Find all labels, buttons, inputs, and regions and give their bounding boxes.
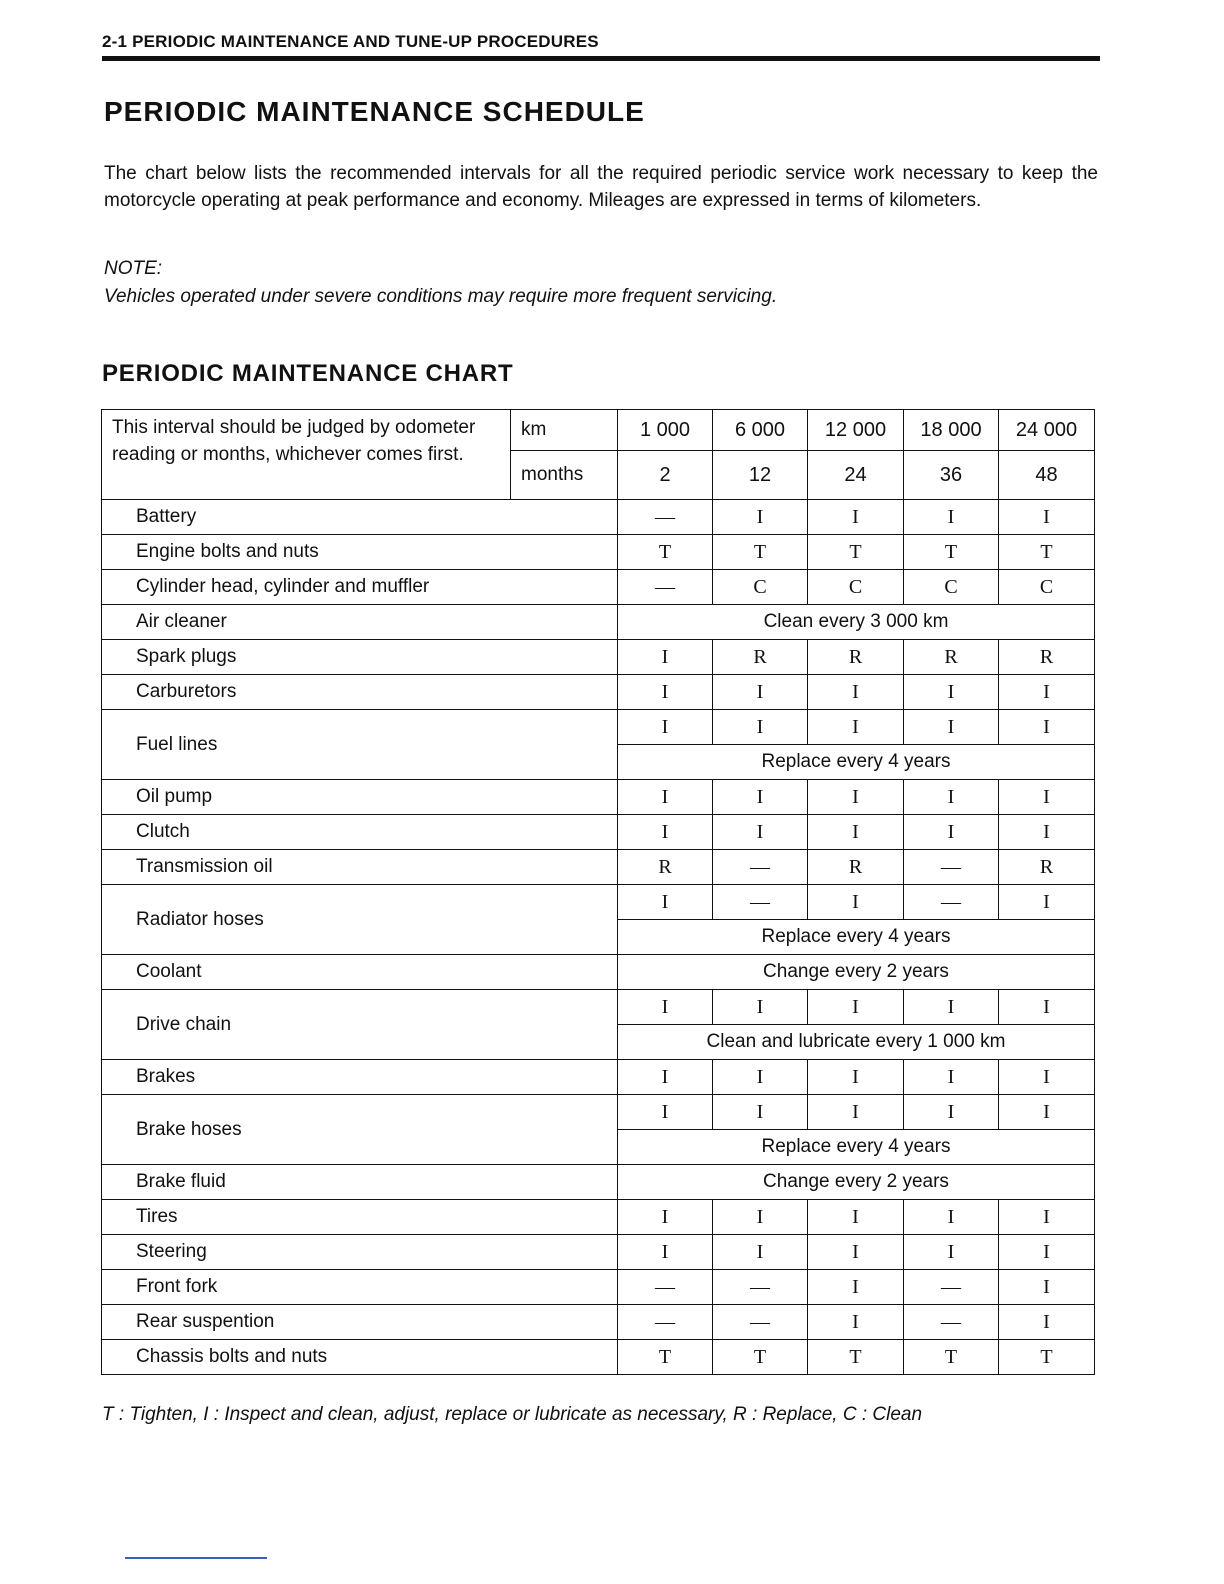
note-text: Vehicles operated under severe conditions may require more frequent servicing. [104, 286, 778, 307]
row-value-cell: I [808, 1305, 904, 1340]
row-value-cell: I [999, 710, 1095, 745]
row-item-label: Rear suspention [102, 1305, 618, 1340]
km-value: 6 000 [713, 410, 808, 451]
row-value-cell: I [618, 885, 713, 920]
row-value-cell: I [713, 1060, 808, 1095]
row-value-cell: R [618, 850, 713, 885]
row-value-cell: I [904, 500, 999, 535]
row-value-cell: I [999, 1095, 1095, 1130]
table-row [102, 1340, 1095, 1375]
months-value: 12 [713, 451, 808, 500]
footer-mark [125, 1557, 267, 1559]
months-label: months [511, 451, 618, 500]
row-value-cell: — [618, 1270, 713, 1305]
row-value-cell: I [904, 1200, 999, 1235]
table-row [102, 1305, 1095, 1340]
row-value-cell: I [808, 990, 904, 1025]
row-value-cell: R [904, 640, 999, 675]
row-value-cell: I [999, 885, 1095, 920]
row-value-cell: — [904, 850, 999, 885]
row-value-cell: I [713, 1235, 808, 1270]
row-value-cell: I [904, 815, 999, 850]
row-value-cell: I [808, 885, 904, 920]
note-label: NOTE: [104, 258, 163, 279]
row-item-label: Battery [102, 500, 618, 535]
row-value-cell: I [618, 1200, 713, 1235]
row-value-cell: I [618, 1095, 713, 1130]
row-span-note: Change every 2 years [618, 955, 1095, 990]
row-value-cell: C [999, 570, 1095, 605]
months-value: 24 [808, 451, 904, 500]
row-value-cell: — [713, 1305, 808, 1340]
row-value-cell: I [999, 815, 1095, 850]
row-value-cell: I [999, 990, 1095, 1025]
row-value-cell: I [808, 675, 904, 710]
km-label: km [511, 410, 618, 451]
row-item-label: Tires [102, 1200, 618, 1235]
row-item-label: Coolant [102, 955, 618, 990]
row-value-cell: I [618, 780, 713, 815]
row-value-cell: I [904, 710, 999, 745]
row-value-cell: I [713, 990, 808, 1025]
header-rule [102, 56, 1100, 61]
header-row-km [102, 410, 1095, 451]
legend: T : Tighten, I : Inspect and clean, adjust, replace or lubricate as necessary, R : Replace, C : Clean [102, 1404, 923, 1425]
table-row [102, 1200, 1095, 1235]
row-value-cell: I [904, 990, 999, 1025]
row-item-label: Carburetors [102, 675, 618, 710]
row-value-cell: I [808, 1095, 904, 1130]
row-value-cell: I [904, 675, 999, 710]
row-value-cell: I [904, 1060, 999, 1095]
row-value-cell: — [904, 885, 999, 920]
row-value-cell: I [618, 1235, 713, 1270]
months-value: 48 [999, 451, 1095, 500]
row-item-label: Chassis bolts and nuts [102, 1340, 618, 1375]
row-value-cell: I [713, 500, 808, 535]
table-row [102, 535, 1095, 570]
table-row [102, 780, 1095, 815]
row-value-cell: I [999, 1235, 1095, 1270]
row-item-label: Air cleaner [102, 605, 618, 640]
table-row [102, 815, 1095, 850]
row-item-label: Clutch [102, 815, 618, 850]
row-value-cell: I [618, 640, 713, 675]
table-row [102, 1165, 1095, 1200]
row-value-cell: R [808, 850, 904, 885]
row-item-label: Oil pump [102, 780, 618, 815]
row-item-label: Cylinder head, cylinder and muffler [102, 570, 618, 605]
km-value: 24 000 [999, 410, 1095, 451]
row-value-cell: I [808, 500, 904, 535]
row-span-note: Clean every 3 000 km [618, 605, 1095, 640]
row-item-label: Engine bolts and nuts [102, 535, 618, 570]
row-value-cell: T [618, 1340, 713, 1375]
row-item-label: Front fork [102, 1270, 618, 1305]
row-item-label: Spark plugs [102, 640, 618, 675]
row-item-label: Brake fluid [102, 1165, 618, 1200]
table-row [102, 675, 1095, 710]
row-value-cell: T [808, 1340, 904, 1375]
maintenance-chart-table [101, 409, 1095, 1375]
row-value-cell: I [713, 815, 808, 850]
row-span-note: Replace every 4 years [618, 1130, 1095, 1165]
months-value: 36 [904, 451, 999, 500]
km-value: 18 000 [904, 410, 999, 451]
row-value-cell: I [713, 675, 808, 710]
months-value: 2 [618, 451, 713, 500]
row-value-cell: I [618, 990, 713, 1025]
table-row [102, 570, 1095, 605]
row-item-label: Drive chain [102, 990, 618, 1060]
row-value-cell: I [999, 1200, 1095, 1235]
row-value-cell: I [713, 780, 808, 815]
row-item-label: Steering [102, 1235, 618, 1270]
row-value-cell: I [713, 1200, 808, 1235]
table-row [102, 640, 1095, 675]
km-value: 12 000 [808, 410, 904, 451]
table-row [102, 605, 1095, 640]
row-value-cell: I [999, 1305, 1095, 1340]
km-value: 1 000 [618, 410, 713, 451]
row-value-cell: — [618, 570, 713, 605]
row-item-label: Transmission oil [102, 850, 618, 885]
row-value-cell: — [713, 885, 808, 920]
row-value-cell: T [618, 535, 713, 570]
row-value-cell: C [904, 570, 999, 605]
row-span-note: Replace every 4 years [618, 745, 1095, 780]
row-value-cell: I [808, 1200, 904, 1235]
row-span-note: Change every 2 years [618, 1165, 1095, 1200]
row-span-note: Clean and lubricate every 1 000 km [618, 1025, 1095, 1060]
row-value-cell: I [808, 815, 904, 850]
row-value-cell: I [713, 710, 808, 745]
row-value-cell: C [808, 570, 904, 605]
row-item-label: Fuel lines [102, 710, 618, 780]
row-value-cell: I [618, 675, 713, 710]
row-value-cell: I [999, 675, 1095, 710]
row-value-cell: I [904, 780, 999, 815]
row-item-label: Brakes [102, 1060, 618, 1095]
row-value-cell: I [618, 1060, 713, 1095]
row-value-cell: I [999, 1060, 1095, 1095]
page-title: PERIODIC MAINTENANCE SCHEDULE [104, 96, 645, 127]
row-span-note: Replace every 4 years [618, 920, 1095, 955]
table-row [102, 850, 1095, 885]
row-value-cell: — [713, 1270, 808, 1305]
row-value-cell: I [713, 1095, 808, 1130]
row-value-cell: I [618, 815, 713, 850]
row-value-cell: T [904, 1340, 999, 1375]
row-value-cell: I [999, 780, 1095, 815]
table-row [102, 500, 1095, 535]
row-value-cell: I [808, 1235, 904, 1270]
row-value-cell: R [999, 640, 1095, 675]
row-value-cell: T [904, 535, 999, 570]
row-value-cell: I [904, 1095, 999, 1130]
row-value-cell: T [808, 535, 904, 570]
row-value-cell: I [618, 710, 713, 745]
row-value-cell: I [808, 780, 904, 815]
table-row [102, 1235, 1095, 1270]
row-value-cell: R [808, 640, 904, 675]
row-value-cell: T [999, 535, 1095, 570]
table-row [102, 1270, 1095, 1305]
row-value-cell: — [713, 850, 808, 885]
row-item-label: Radiator hoses [102, 885, 618, 955]
row-value-cell: R [999, 850, 1095, 885]
row-value-cell: T [999, 1340, 1095, 1375]
row-value-cell: T [713, 1340, 808, 1375]
row-value-cell: I [999, 1270, 1095, 1305]
chart-title: PERIODIC MAINTENANCE CHART [102, 360, 514, 387]
row-item-label: Brake hoses [102, 1095, 618, 1165]
table-row [102, 1060, 1095, 1095]
row-value-cell: I [999, 500, 1095, 535]
table-row [102, 955, 1095, 990]
row-value-cell: I [904, 1235, 999, 1270]
row-value-cell: — [904, 1305, 999, 1340]
table-row [102, 1095, 1095, 1130]
row-value-cell: — [618, 500, 713, 535]
row-value-cell: C [713, 570, 808, 605]
row-value-cell: I [808, 1060, 904, 1095]
row-value-cell: — [904, 1270, 999, 1305]
table-row [102, 710, 1095, 745]
row-value-cell: T [713, 535, 808, 570]
row-value-cell: R [713, 640, 808, 675]
table-row [102, 990, 1095, 1025]
row-value-cell: I [808, 710, 904, 745]
table-row [102, 885, 1095, 920]
interval-description: This interval should be judged by odometer reading or months, whichever comes first. [102, 410, 511, 500]
intro-paragraph: The chart below lists the recommended intervals for all the required periodic service work necessary to keep the motorcycle operating at peak performance and economy. Mileages are expressed in terms of kilometers. [104, 163, 1098, 211]
page-header: 2-1 PERIODIC MAINTENANCE AND TUNE-UP PROCEDURES [102, 32, 599, 51]
row-value-cell: — [618, 1305, 713, 1340]
row-value-cell: I [808, 1270, 904, 1305]
